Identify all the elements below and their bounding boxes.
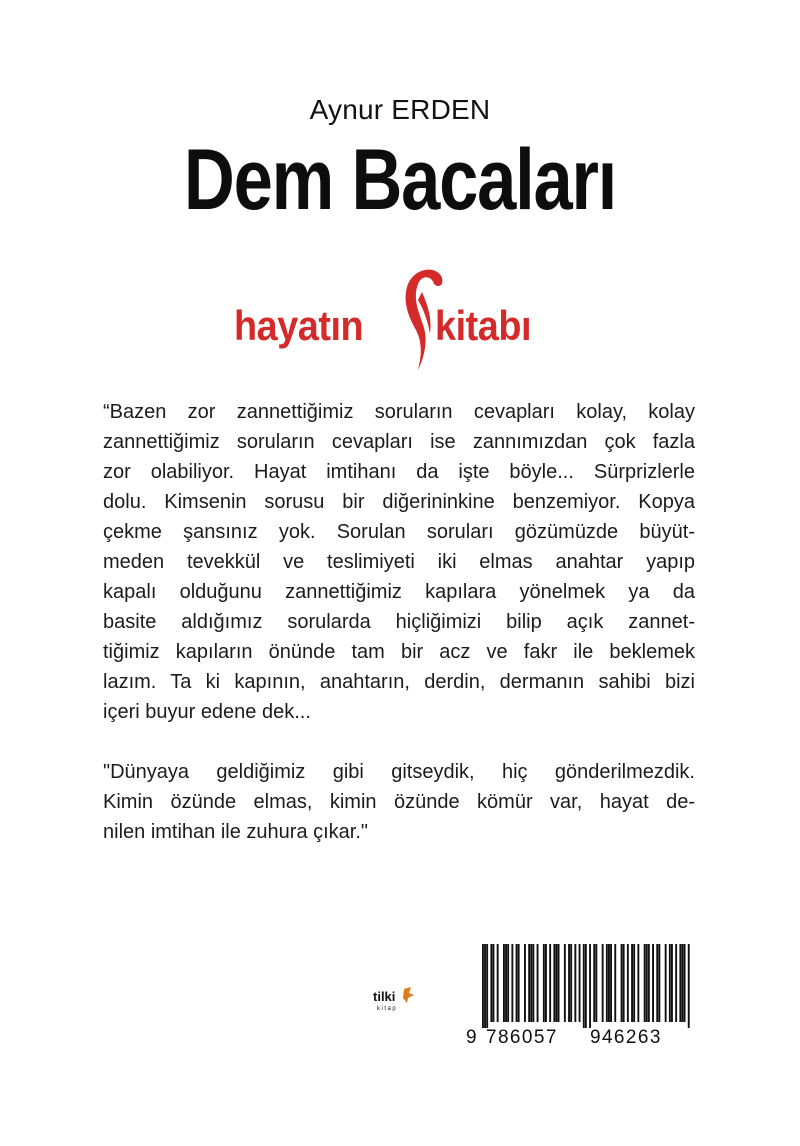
text-line: basite aldığımız sorularda hiçliğimizi bilip açık zannet- — [103, 611, 695, 633]
barcode-bar — [631, 944, 633, 1022]
isbn-first-digit: 9 — [466, 1027, 477, 1048]
blurb-paragraph-2 — [103, 757, 695, 847]
barcode-bar — [637, 944, 639, 1022]
barcode-bar — [537, 944, 539, 1022]
barcode-bar — [682, 944, 684, 1022]
author-name: Aynur ERDEN — [309, 94, 491, 125]
barcode-bar — [556, 944, 558, 1022]
barcode-bar — [549, 944, 551, 1022]
isbn-right-group: 946263 — [590, 1027, 662, 1048]
barcode-bar — [543, 944, 545, 1022]
text-line: içeri buyur edene dek... — [103, 701, 311, 723]
barcode-bar — [528, 944, 530, 1022]
barcode-bar — [524, 944, 526, 1022]
barcode-bar — [516, 944, 518, 1022]
text-line: tiğimiz kapıların önünde tam bir acz ve fakr ile beklemek — [103, 641, 695, 663]
barcode-bar — [648, 944, 650, 1022]
isbn-number — [458, 1027, 698, 1051]
barcode-bar — [490, 944, 492, 1022]
barcode-bar — [589, 944, 591, 1028]
barcode-bar — [671, 944, 673, 1022]
barcode-bar — [493, 944, 495, 1022]
barcode-bar — [518, 944, 520, 1022]
barcode-bar — [545, 944, 547, 1022]
barcode-bar — [621, 944, 623, 1022]
barcode-bar — [503, 944, 505, 1022]
isbn-barcode — [458, 944, 698, 1056]
barcode-icon — [458, 944, 698, 1028]
barcode-bar — [574, 944, 576, 1022]
barcode-bar — [570, 944, 572, 1022]
barcode-bar — [646, 944, 648, 1022]
text-line: "Dünyaya geldiğimiz gibi gitseydik, hiç gönderilmezdik. — [103, 761, 695, 783]
barcode-bar — [595, 944, 597, 1022]
barcode-bar — [679, 944, 681, 1022]
isbn-left-group: 786057 — [486, 1027, 558, 1048]
text-line: “Bazen zor zannettiğimiz soruların cevapları kolay, kolay — [103, 401, 695, 423]
barcode-bar — [530, 944, 532, 1022]
barcode-bar — [579, 944, 581, 1022]
text-line: lazım. Ta ki kapının, anahtarın, derdin, dermanın sahibi bizi — [103, 671, 695, 693]
barcode-bar — [553, 944, 555, 1022]
barcode-bar — [665, 944, 667, 1022]
barcode-bar — [558, 944, 560, 1022]
barcode-bar — [593, 944, 595, 1022]
barcode-bar — [564, 944, 566, 1022]
barcode-bar — [583, 944, 585, 1028]
barcode-bar — [652, 944, 654, 1022]
text-line: dolu. Kimsenin sorusu bir diğerininkine benzemiyor. Kopya — [103, 491, 695, 513]
text-line: çekme şansınız yok. Sorulan soruları gözümüzde büyüt- — [103, 521, 695, 543]
barcode-bar — [623, 944, 625, 1022]
text-line: zor olabiliyor. Hayat imtihanı da işte böyle... Sürprizlerle — [103, 461, 695, 483]
barcode-bar — [614, 944, 616, 1022]
text-line: meden tevekkül ve teslimiyeti iki elmas anahtar yapıp — [103, 551, 695, 573]
barcode-bar — [606, 944, 608, 1022]
barcode-bar — [497, 944, 499, 1022]
barcode-bar — [658, 944, 660, 1022]
barcode-bar — [484, 944, 486, 1028]
publisher-name: tilki — [373, 989, 396, 1004]
barcode-bar — [486, 944, 488, 1028]
publisher-subtext: kitap — [377, 1006, 398, 1012]
text-line: zannettiğimiz soruların cevapları ise zannımızdan çok fazla — [103, 431, 695, 453]
barcode-bar — [633, 944, 635, 1022]
barcode-bar — [511, 944, 513, 1022]
barcode-bar — [684, 944, 686, 1022]
series-name-right: kitabı — [435, 302, 532, 349]
barcode-bar — [627, 944, 629, 1022]
barcode-bar — [675, 944, 677, 1022]
barcode-bar — [507, 944, 509, 1022]
barcode-bar — [669, 944, 671, 1022]
barcode-bar — [585, 944, 587, 1028]
barcode-bar — [568, 944, 570, 1022]
blurb-paragraph-1 — [103, 397, 695, 727]
barcode-bar — [608, 944, 610, 1022]
series-name-left: hayatın — [234, 302, 364, 349]
text-line: Kimin özünde elmas, kimin özünde kömür var, hayat de- — [103, 791, 695, 813]
blurb — [103, 397, 695, 877]
barcode-bar — [602, 944, 604, 1022]
barcode-bar — [644, 944, 646, 1022]
book-title: Dem Bacaları — [183, 132, 617, 228]
barcode-bar — [656, 944, 658, 1022]
barcode-bar — [610, 944, 612, 1022]
barcode-bar — [688, 944, 690, 1028]
text-line: nilen imtihan ile zuhura çıkar." — [103, 821, 369, 843]
text-line: kapalı olduğunu zannettiğimiz kapılara yönelmek ya da — [103, 581, 695, 603]
barcode-bar — [482, 944, 484, 1028]
barcode-bar — [505, 944, 507, 1022]
barcode-bar — [532, 944, 534, 1022]
series-logo — [230, 262, 570, 377]
tilki-kitap-logo-icon — [373, 986, 417, 1012]
